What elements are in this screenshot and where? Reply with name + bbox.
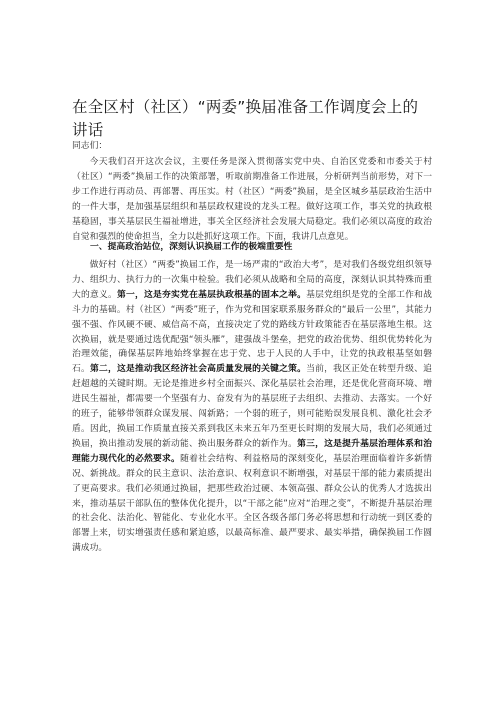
intro-paragraph: 今天我们召开这次会议，主要任务是深入贯彻落实党中央、自治区党委和市委关于村（社区）“两委”换届工作的决策部署，听取前期准备工作进展，分析研判当前形势，对下一步工作进行再动员、再部署、再压实。村（社区）“两委”换届，是全区城乡基层政治生活中的一件大事，是加强基层组织和基层政权建设的龙头工程。做好这项工作，事关党的执政根基稳固，事关基层民生福祉增进，事关全区经济社会发展大局稳定。我们必须以高度的政治自觉和强烈的使命担当，全力以赴抓好这项工作。下面，我讲几点意见。 (72, 157, 432, 242)
section-1-paragraph (72, 258, 432, 556)
paragraph-run: 当前，我区正处在转型升级、追赶超越的关键时期。无论是推进乡村全面振兴、深化基层社会治理，还是优化营商环境、增进民生福祉，都需要一个坚强有力、奋发有为的基层班子去组织、去推动、去落实。一个好的班子，能够带领群众谋发展、闯新路；一个弱的班子，则可能贻误发展良机、激化社会矛盾。因此，换届工作质量直接关系到我区未来五年乃至更长时期的发展大局，我们必须通过换届，换出推动发展的新动能、换出服务群众的新作为。 (72, 364, 432, 449)
salutation: 同志们： (72, 141, 108, 151)
section-heading-1: 一、提高政治站位，深刻认识换届工作的极端重要性 (90, 242, 293, 252)
key-point-2: 第二，这是推动我区经济社会高质量发展的关键之策。 (90, 364, 307, 375)
paragraph-run: 基层党组织是党的全部工作和战斗力的基础。村（社区）“两委”班子，作为党和国家联系服务群众的“最后一公里”，其能力强不强、作风硬不硬、威信高不高，直接决定了党的路线方针政策能否在基层落地生根。这次换届，就是要通过选优配强“领头雁”，建强战斗堡垒，把党的政治优势、组织优势转化为治理效能，确保基层阵地始终掌握在忠于党、忠于人民的人手中，让党的执政根基坚如磐石。 (72, 289, 432, 375)
key-point-1: 第一，这是夯实党在基层执政根基的固本之举。 (117, 289, 307, 300)
document-title: 在全区村（社区）“两委”换届准备工作调度会上的讲话 (72, 98, 419, 139)
paragraph-run: 随着社会结构、利益格局的深刻变化，基层治理面临着许多新情况、新挑战。群众的民主意识、法治意识、权利意识不断增强，对基层干部的能力素质提出了更高要求。我们必须通过换届，把那些政治过硬、本领高强、群众公认的优秀人才选拔出来，推动基层干部队伍的整体优化提升，以“干部之能”应对“治理之变”，不断提升基层治理的社会化、法治化、智能化、专业化水平。全区各级各部门务必将思想和行动统一到区委的部署上来，切实增强责任感和紧迫感，以最高标准、最严要求、最实举措，确保换届工作圆满成功。 (72, 453, 432, 554)
key-point-3: 第三，这是提升基层治理体系和治理能力现代化的必然要求。 (72, 438, 432, 464)
paragraph-run: 做好村（社区）“两委”换届工作，是一场严肃的“政治大考”，是对我们各级党组织领导力、组织力、执行力的一次集中检验。我们必须从战略和全局的高度，深刻认识其特殊而重大的意义。 (72, 260, 432, 300)
